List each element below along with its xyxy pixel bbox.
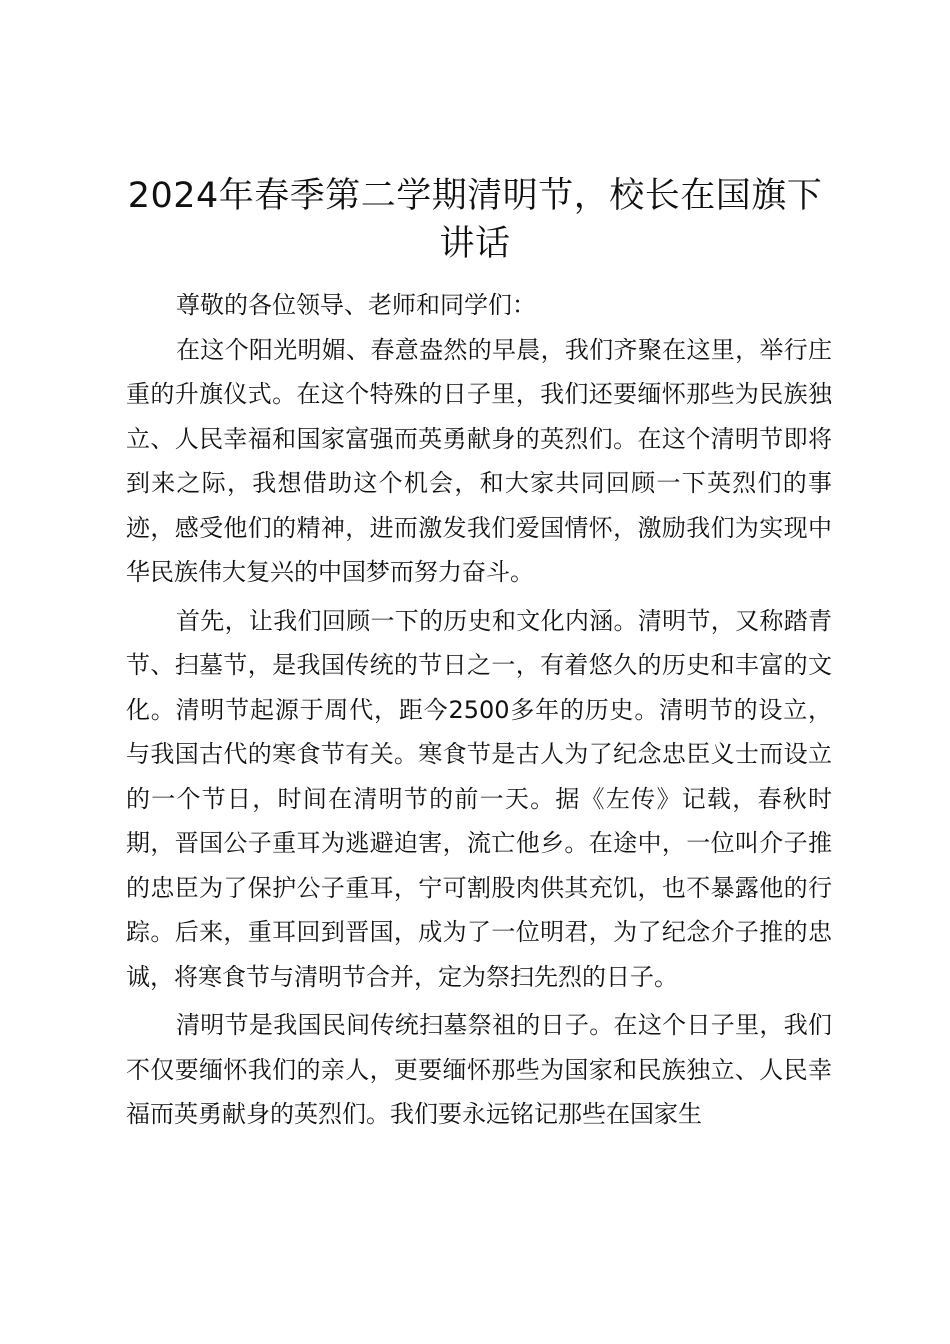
document-body (126, 283, 832, 1137)
document-title: 2024年春季第二学期清明节，校长在国旗下讲话 (127, 176, 823, 264)
paragraph-1: 在这个阳光明媚、春意盎然的早晨，我们齐聚在这里，举行庄重的升旗仪式。在这个特殊的日子里，我们还要缅怀那些为民族独立、人民幸福和国家富强而英勇献身的英烈们。在这个清明节即将到来之际，我想借助这个机会，和大家共同回顾一下英烈们的事迹，感受他们的精神，进而激发我们爱国情怀，激励我们为实现中华民族伟大复兴的中国梦而努力奋斗。 (126, 335, 832, 586)
paragraph-3: 清明节是我国民间传统扫墓祭祖的日子。在这个日子里，我们不仅要缅怀我们的亲人，更要缅怀那些为国家和民族独立、人民幸福而英勇献身的英烈们。我们要永远铭记那些在国家生 (126, 1011, 832, 1128)
paragraph-2: 首先，让我们回顾一下的历史和文化内涵。清明节，又称踏青节、扫墓节，是我国传统的节日之一，有着悠久的历史和丰富的文化。清明节起源于周代，距今2500多年的历史。清明节的设立，与我国古代的寒食节有关。寒食节是古人为了纪念忠臣义士而设立的一个节日，时间在清明节的前一天。据《左传》记载，春秋时期，晋国公子重耳为逃避迫害，流亡他乡。在途中，一位叫介子推的忠臣为了保护公子重耳，宁可割股肉供其充饥，也不暴露他的行踪。后来，重耳回到晋国，成为了一位明君，为了纪念介子推的忠诚，将寒食节与清明节合并，定为祭扫先烈的日子。 (126, 606, 832, 991)
greeting: 尊敬的各位领导、老师和同学们： (176, 291, 536, 319)
